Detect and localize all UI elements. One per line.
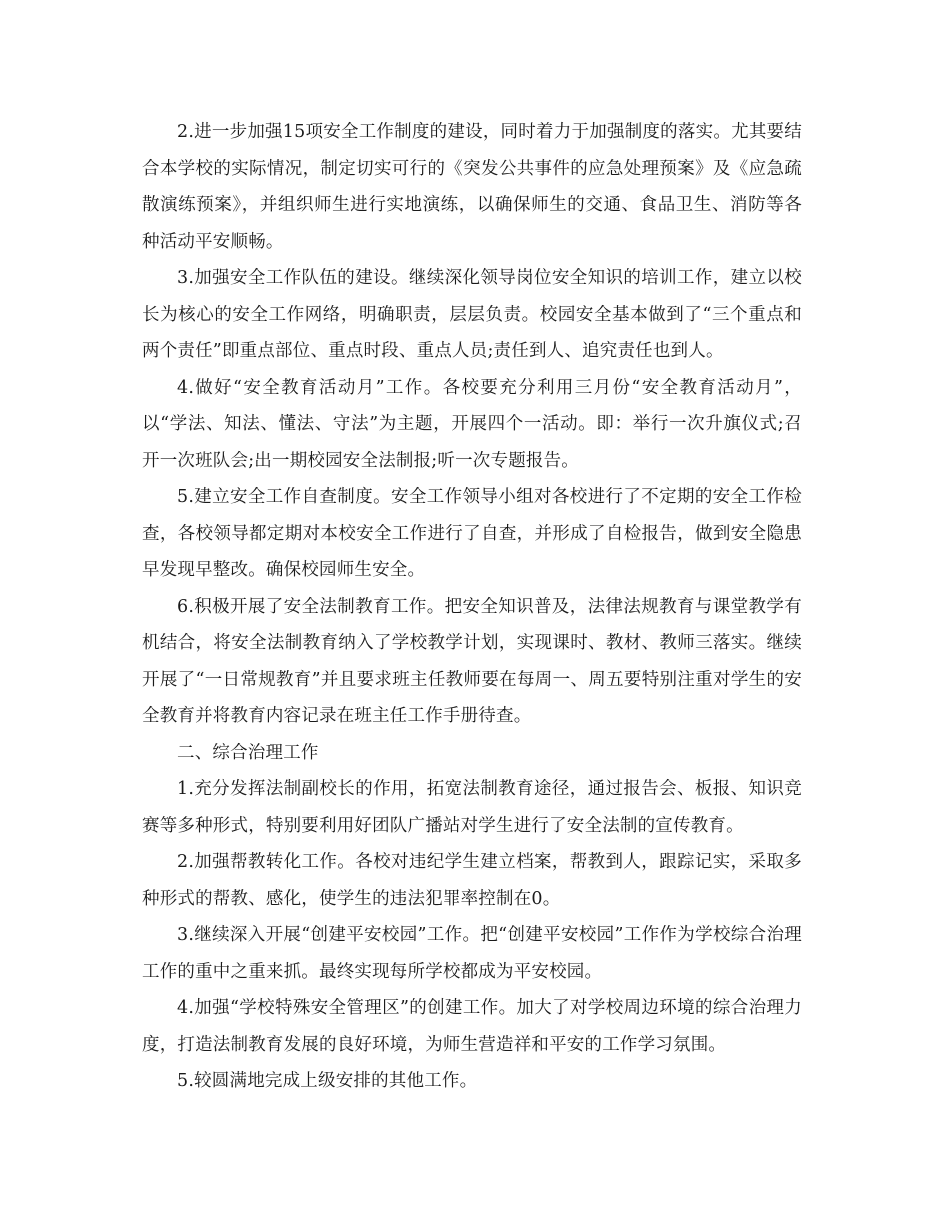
section-heading-comprehensive-governance: 二、综合治理工作 bbox=[177, 742, 319, 763]
paragraph-governance-4: 4.加强“学校特殊安全管理区”的创建工作。加大了对学校周边环境的综合治理力度，打造法制教育发展的良好环境，为师生营造祥和平安的工作学习氛围。 bbox=[142, 998, 802, 1055]
document-body bbox=[142, 114, 802, 1100]
paragraph-item-4-safety-month: 4.做好“安全教育活动月”工作。各校要充分利用三月份“安全教育活动月”，以“学法、知法、懂法、守法”为主题，开展四个一活动。即：举行一次升旗仪式;召开一次班队会;出一期校园安全法制报;听一次专题报告。 bbox=[142, 377, 802, 471]
paragraph-item-6-legal-education: 6.积极开展了安全法制教育工作。把安全知识普及，法律法规教育与课堂教学有机结合，将安全法制教育纳入了学校教学计划，实现课时、教材、教师三落实。继续开展了“一日常规教育”并且要求班主任教师要在每周一、周五要特别注重对学生的安全教育并将教育内容记录在班主任工作手册待查。 bbox=[142, 596, 802, 726]
paragraph-item-5-self-inspection: 5.建立安全工作自查制度。安全工作领导小组对各校进行了不定期的安全工作检查，各校领导都定期对本校安全工作进行了自查，并形成了自检报告，做到安全隐患早发现早整改。确保校园师生安全。 bbox=[142, 487, 802, 580]
paragraph-governance-3: 3.继续深入开展“创建平安校园”工作。把“创建平安校园”工作作为学校综合治理工作的重中之重来抓。最终实现每所学校都成为平安校园。 bbox=[142, 925, 802, 982]
paragraph-governance-2: 2.加强帮教转化工作。各校对违纪学生建立档案，帮教到人，跟踪记实，采取多种形式的帮教、感化，使学生的违法犯罪率控制在0。 bbox=[142, 852, 802, 909]
paragraph-item-3-team-building: 3.加强安全工作队伍的建设。继续深化领导岗位安全知识的培训工作，建立以校长为核心的安全工作网络，明确职责，层层负责。校园安全基本做到了“三个重点和两个责任”即重点部位、重点时段、重点人员;责任到人、追究责任也到人。 bbox=[142, 268, 802, 361]
paragraph-governance-1: 1.充分发挥法制副校长的作用，拓宽法制教育途径，通过报告会、板报、知识竞赛等多种形式，特别要利用好团队广播站对学生进行了安全法制的宣传教育。 bbox=[142, 779, 802, 836]
paragraph-item-2-system-building: 2.进一步加强15项安全工作制度的建设，同时着力于加强制度的落实。尤其要结合本学校的实际情况，制定切实可行的《突发公共事件的应急处理预案》及《应急疏散演练预案》，并组织师生进行实地演练，以确保师生的交通、食品卫生、消防等各种活动平安顺畅。 bbox=[142, 122, 802, 252]
paragraph-governance-5: 5.较圆满地完成上级安排的其他工作。 bbox=[177, 1071, 478, 1091]
